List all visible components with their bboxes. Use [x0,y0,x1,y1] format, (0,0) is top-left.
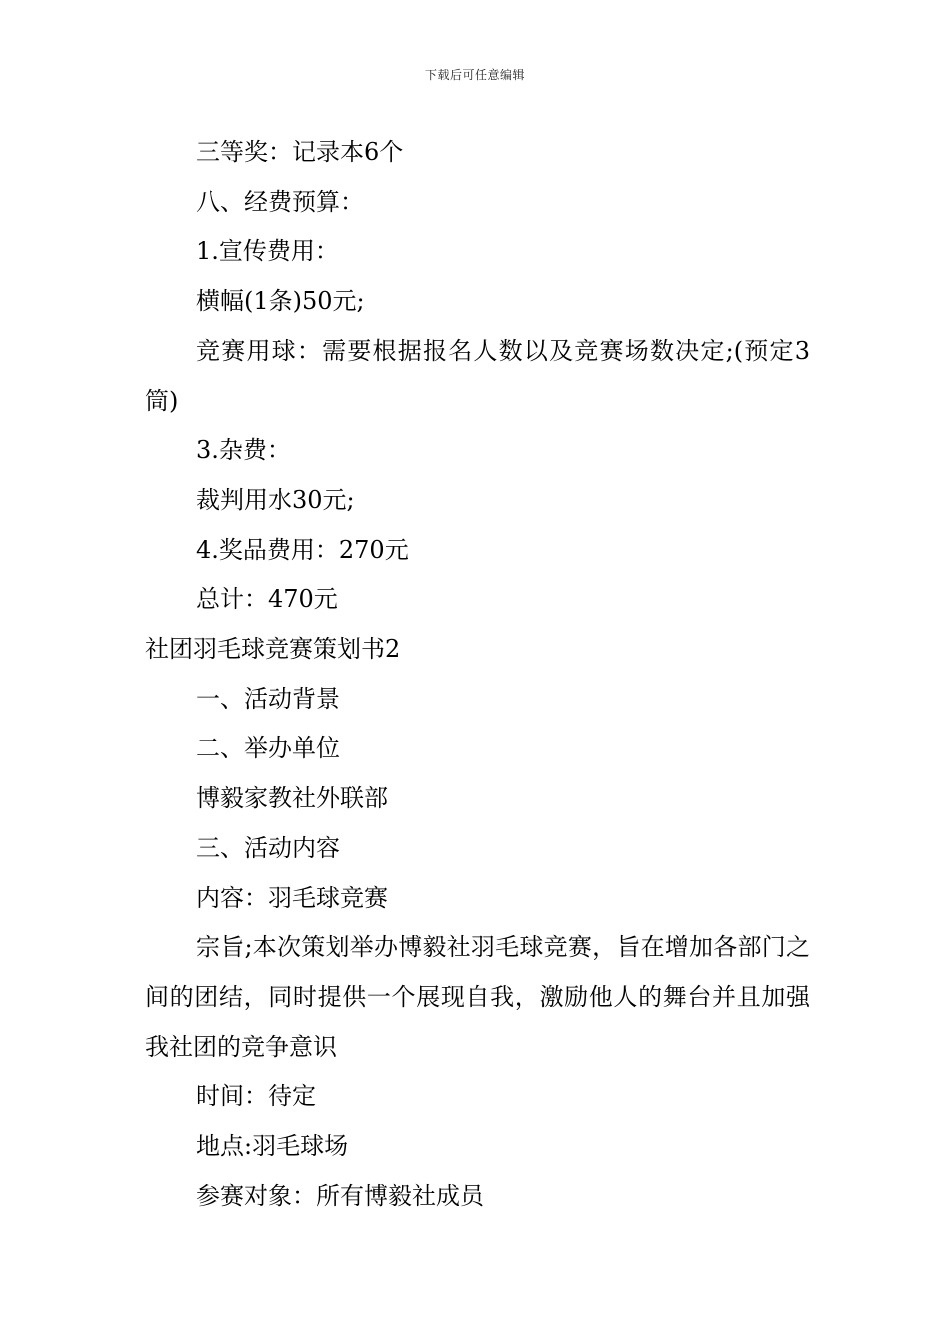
section-title-plan-2: 社团羽毛球竞赛策划书2 [145,635,401,664]
paragraph-referee-water: 裁判用水30元; [196,485,355,514]
paragraph-location: 地点:羽毛球场 [196,1132,349,1161]
paragraph-misc-cost: 3.杂费： [196,436,291,465]
heading-background: 一、活动背景 [196,684,340,713]
page-header-note: 下载后可任意编辑 [424,68,525,82]
document-body [145,128,810,1221]
paragraph-publicity-cost: 1.宣传费用： [196,237,339,266]
paragraph-third-prize: 三等奖：记录本6个 [196,138,404,166]
heading-content: 三、活动内容 [196,833,340,862]
paragraph-total: 总计：470元 [196,585,338,614]
paragraph-purpose: 宗旨;本次策划举办博毅社羽毛球竞赛，旨在增加各部门之间的团结，同时提供一个展现自我，激励他人的舞台并且加强我社团的竞争意识 [145,933,810,1061]
heading-organizer: 二、举办单位 [196,734,340,763]
paragraph-shuttlecock-cost: 竞赛用球：需要根据报名人数以及竞赛场数决定;(预定3筒) [145,336,810,415]
paragraph-participants: 参赛对象：所有博毅社成员 [196,1181,484,1210]
paragraph-time: 时间：待定 [196,1082,316,1111]
paragraph-content: 内容：羽毛球竞赛 [196,883,388,912]
paragraph-prize-cost: 4.奖品费用：270元 [196,535,409,564]
heading-budget: 八、经费预算： [196,187,364,216]
paragraph-banner-cost: 横幅(1条)50元; [196,287,365,316]
paragraph-organizer-name: 博毅家教社外联部 [196,784,388,813]
